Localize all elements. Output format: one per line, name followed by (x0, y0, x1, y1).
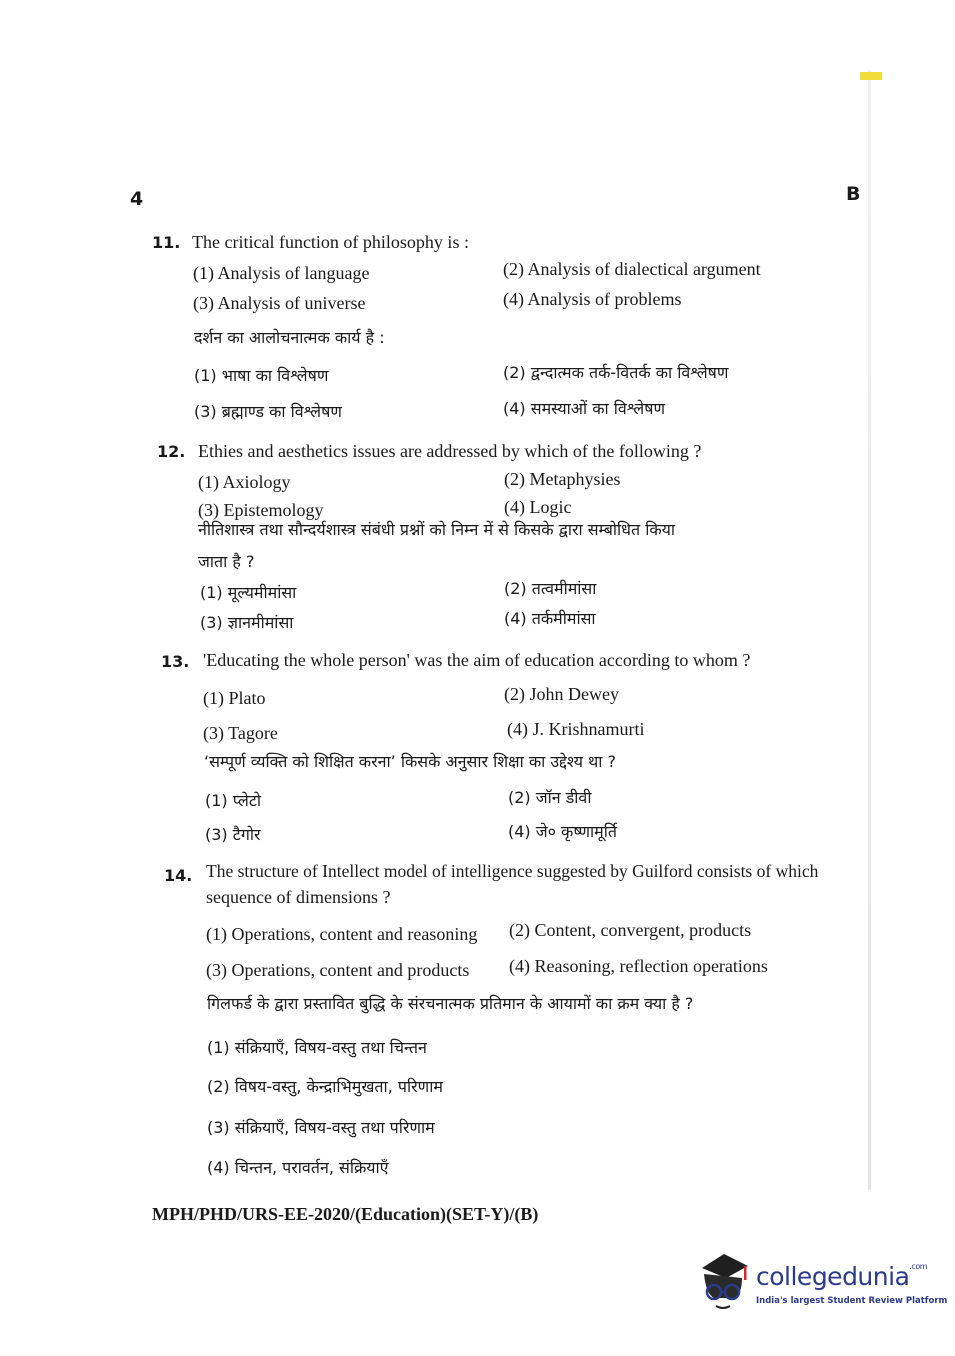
option-en: (3) Tagore (203, 723, 278, 743)
option-hi: (3) संक्रियाएँ, विषय-वस्तु तथा परिणाम (207, 1118, 435, 1137)
option-en: (2) Analysis of dialectical argument (503, 259, 761, 279)
option-en: (4) Analysis of problems (503, 289, 682, 309)
option-hi: (3) ब्रह्माण्ड का विश्लेषण (194, 402, 342, 421)
option-en: (3) Analysis of universe (193, 293, 366, 313)
question-text-hi-continued: जाता है ? (198, 552, 255, 571)
collegedunia-logo[interactable] (696, 1248, 948, 1320)
question-text-en: Ethies and aesthetics issues are addressed by which of the following ? (198, 441, 702, 461)
option-en: (1) Operations, content and reasoning (206, 924, 478, 944)
option-en: (4) J. Krishnamurti (507, 719, 645, 739)
logo-wordmark: collegedunia$^{.com}$ (756, 1262, 928, 1291)
question-text-hi: गिलफर्ड के द्वारा प्रस्तावित बुद्धि के संरचनात्मक प्रतिमान के आयामों का क्रम क्या है ? (207, 994, 694, 1013)
option-hi: (2) द्वन्दात्मक तर्क-वितर्क का विश्लेषण (503, 363, 729, 382)
option-hi: (2) जॉन डीवी (508, 788, 592, 807)
question-number: 13. (161, 652, 190, 671)
question-text-en: The structure of Intellect model of intelligence suggested by Guilford consists of which (206, 861, 819, 881)
question-text-en-continued: sequence of dimensions ? (206, 887, 391, 907)
option-hi: (2) विषय-वस्तु, केन्द्राभिमुखता, परिणाम (207, 1077, 443, 1096)
page-number: 4 (130, 188, 144, 210)
option-hi: (4) चिन्तन, परावर्तन, संक्रियाएँ (207, 1158, 389, 1177)
question-text-hi: नीतिशास्त्र तथा सौन्दर्यशास्त्र संबंधी प्रश्नों को निम्न में से किसके द्वारा सम्बोधित किया (198, 520, 676, 539)
option-en: (1) Plato (203, 688, 266, 708)
option-hi: (3) टैगोर (205, 825, 261, 844)
option-en: (4) Logic (504, 497, 572, 517)
question-text-hi: दर्शन का आलोचनात्मक कार्य है : (194, 328, 385, 347)
page-edge-shadow (868, 70, 871, 1190)
paper-code-footer: MPH/PHD/URS-EE-2020/(Education)(SET-Y)/(B) (152, 1204, 539, 1224)
option-en: (2) John Dewey (504, 684, 619, 704)
option-hi: (4) तर्कमीमांसा (504, 609, 596, 628)
option-en: (1) Analysis of language (193, 263, 370, 283)
option-hi: (4) समस्याओं का विश्लेषण (503, 399, 666, 418)
option-en: (4) Reasoning, reflection operations (509, 956, 768, 976)
option-hi: (1) प्लेटो (205, 791, 262, 810)
set-label: B (846, 183, 861, 205)
option-hi: (4) जे० कृष्णामूर्ति (508, 822, 618, 841)
option-en: (2) Content, convergent, products (509, 920, 752, 940)
option-en: (1) Axiology (198, 472, 291, 492)
option-hi: (2) तत्वमीमांसा (504, 579, 597, 598)
option-en: (3) Epistemology (198, 500, 324, 520)
option-hi: (1) मूल्यमीमांसा (200, 583, 297, 602)
mascot-icon (696, 1248, 752, 1320)
corner-highlight-mark (860, 72, 882, 80)
option-en: (3) Operations, content and products (206, 960, 470, 980)
question-number: 14. (164, 866, 193, 885)
question-text-hi: ‘सम्पूर्ण व्यक्ति को शिक्षित करना’ किसके अनुसार शिक्षा का उद्देश्य था ? (204, 752, 617, 771)
option-hi: (3) ज्ञानमीमांसा (200, 613, 294, 632)
question-text-en: The critical function of philosophy is : (192, 232, 469, 252)
option-hi: (1) भाषा का विश्लेषण (194, 366, 329, 385)
option-hi: (1) संक्रियाएँ, विषय-वस्तु तथा चिन्तन (207, 1038, 427, 1057)
question-number: 11. (152, 233, 181, 252)
question-number: 12. (157, 442, 186, 461)
logo-tagline: India's largest Student Review Platform (756, 1296, 948, 1306)
option-en: (2) Metaphysies (504, 469, 621, 489)
question-text-en: 'Educating the whole person' was the aim of education according to whom ? (203, 650, 751, 670)
